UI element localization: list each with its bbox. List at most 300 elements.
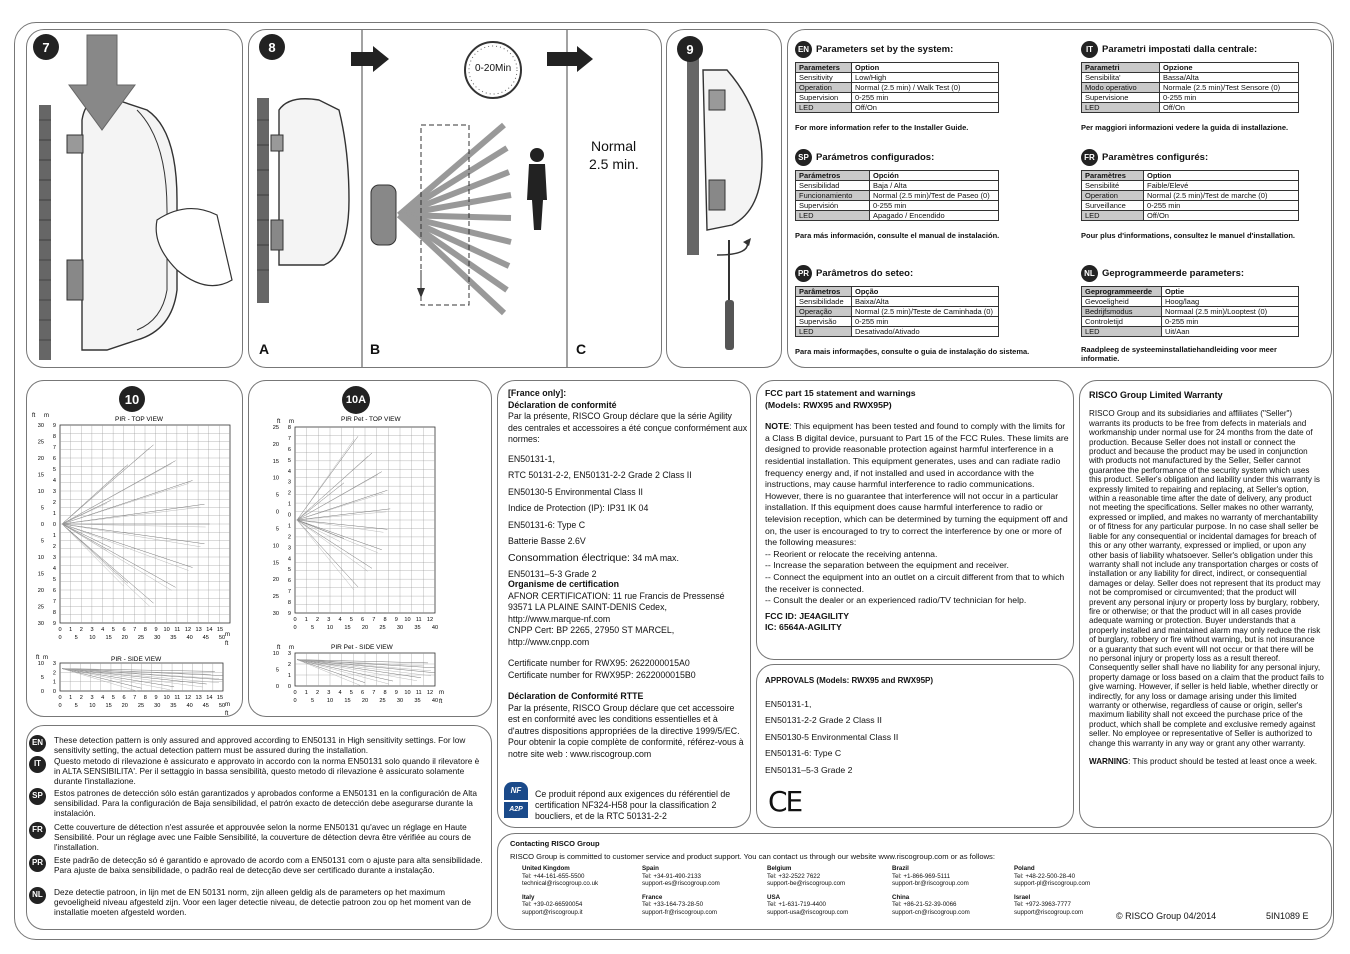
norm-item: EN50131-6: Type C [508, 519, 586, 530]
tick-label: 40 [186, 635, 193, 641]
tick-label: 12 [426, 617, 434, 623]
pattern-number-10a: 10A [342, 386, 370, 414]
m-label: m [289, 645, 294, 651]
approvals-title: APPROVALS (Models: RWX95 and RWX95P) [765, 676, 934, 685]
tick-label: 5 [349, 690, 353, 696]
params-fr [1081, 149, 1321, 240]
tick-label: 5 [310, 698, 315, 704]
tick-label: 10 [272, 651, 279, 657]
contact-entry: China Tel: +86-21-52-39-0066 support-cn@riscogroup.com [892, 893, 970, 916]
tick-label: 25 [137, 635, 145, 641]
lang-badge: IT [1081, 41, 1098, 58]
warranty-warning: WARNING: This product should be tested at least once a week. [1089, 757, 1317, 767]
tick-label: 15 [37, 571, 44, 578]
label-b: B [370, 341, 381, 357]
contact-entry: Italy Tel: +39-02-66590054 support@riscogroup.it [522, 893, 583, 916]
lang-badge: SP [795, 149, 812, 166]
tick-label: 5 [275, 526, 279, 533]
tick-label: 10 [37, 661, 44, 667]
tick-label: 6 [52, 456, 56, 462]
tick-label: 30 [154, 635, 161, 641]
tick-label: 8 [287, 425, 291, 431]
tick-label: 1 [69, 627, 73, 633]
tick-label: 0 [287, 512, 291, 519]
tick-label: 30 [37, 621, 44, 627]
tick-label: 2 [315, 617, 320, 623]
tick-label: 10 [272, 543, 279, 550]
tick-label: 7 [287, 589, 291, 596]
tick-label: 0 [275, 684, 279, 690]
tick-label: 12 [426, 690, 434, 696]
tick-label: 5 [40, 538, 44, 545]
tick-label: 6 [122, 627, 126, 633]
ft-label: ft [439, 699, 443, 705]
params-table: Paramètres Option Sensibilité Faible/Elevé Operation Normal (2.5 min)/Test de marche (0) Surveillance 0-255 min LED Off/On [1081, 170, 1299, 221]
tick-label: 11 [174, 695, 181, 701]
norm-item: Batterie Basse 2.6V [508, 536, 586, 546]
fcc-measure: -- Increase the separation between the equipment and receiver. [765, 560, 1009, 571]
norm-item: EN50131-1, [508, 453, 555, 464]
params-note: Pour plus d'informations, consultez le manuel d'installation. [1081, 231, 1296, 240]
tick-label: 5 [52, 577, 56, 583]
tick-label: 5 [40, 675, 44, 681]
tick-label: 30 [37, 423, 44, 429]
tick-label: 1 [52, 511, 56, 517]
tick-label: 5 [287, 567, 291, 574]
tick-label: 2 [79, 695, 83, 701]
contact-entry: Spain Tel: +34-91-490-2133 support-es@riscogroup.com [642, 865, 720, 888]
tick-label: 30 [272, 611, 279, 617]
m-label: m [439, 690, 444, 696]
ft-label: ft [36, 655, 40, 661]
contact-intro: RISCO Group is committed to customer service and product support. You can contact us through our website www.riscogroup.com or as follows: [510, 852, 995, 861]
normal-label-1: Normal [591, 138, 637, 154]
tick-label: 40 [431, 625, 439, 631]
consumption: Consommation électrique: 34 mA max. [508, 551, 679, 564]
ft-label: ft [225, 711, 229, 717]
tick-label: 10 [37, 489, 44, 495]
ce-mark: CE [768, 785, 802, 818]
tick-label: 8 [383, 617, 387, 623]
tick-label: 8 [52, 610, 56, 616]
tick-label: 1 [304, 617, 308, 623]
desc-nl: NL Deze detectie patroon, in lijn met de EN 50131 norm, zijn alleen geldig als de parameters op het maximum gevoeligheid niveau afgesteld zijn. Voor een lager detectie niveau, de detectie patroon zou op het moment van de installatie moeten afgesteld worden. [54, 887, 484, 918]
lang-badge: NL [1081, 265, 1098, 282]
cert-line: Certificate number for RWX95: 2622000015A0 [508, 658, 690, 668]
copyright: © RISCO Group 04/2014 [1116, 911, 1217, 921]
label-a: A [259, 341, 270, 357]
france-content [508, 388, 748, 760]
step-8-illustration [249, 30, 662, 368]
tick-label: 10 [89, 703, 96, 709]
tick-label: 7 [52, 599, 56, 605]
nf-text: Ce produit répond aux exigences du référentiel de certification NF324-H58 pour la classification 2 boucliers, et de la RTC 50131-2-2 [535, 789, 731, 821]
tick-label: 5 [310, 625, 315, 631]
tick-label: 3 [52, 661, 56, 667]
org-line: http://www.cnpp.com [508, 636, 590, 647]
tick-label: 0 [287, 684, 291, 690]
tick-label: 0 [293, 698, 297, 704]
tick-label: 20 [121, 703, 128, 709]
tick-label: 0 [40, 522, 44, 528]
desc-pr: PR Este padrão de detecção só é garantido e aprovado de acordo com a EN50131 com o ajuste para alta sensibilidade. Para ajuste de baixa sensibilidade, o padrão real de detecção deve ser certificado durante a instalação. [54, 855, 484, 875]
tick-label: 50 [218, 635, 226, 641]
tick-label: 25 [379, 698, 386, 704]
tick-label: 15 [216, 695, 224, 701]
approval-item: EN50131-1, [765, 698, 812, 709]
ic-id: IC: 6564A-AGILITY [765, 622, 842, 633]
tick-label: 6 [287, 446, 291, 453]
tick-label: 2 [315, 690, 320, 696]
fcc-measure: -- Reorient or relocate the receiving antenna. [765, 548, 938, 559]
tick-label: 25 [272, 594, 279, 601]
tick-label: 50 [218, 703, 226, 709]
approval-item: EN50131–5-3 Grade 2 [765, 764, 853, 775]
tick-label: 11 [415, 617, 422, 623]
lang-badge: SP [29, 788, 46, 805]
tick-label: 0 [293, 690, 297, 696]
pattern-10-side-title: PIR - SIDE VIEW [111, 656, 162, 663]
tick-label: 5 [287, 457, 291, 464]
tick-label: 1 [52, 679, 56, 686]
tick-label: 15 [344, 698, 351, 704]
tick-label: 0 [58, 635, 62, 641]
m-label: m [44, 413, 49, 419]
tick-label: 5 [275, 667, 279, 674]
tick-label: 1 [69, 695, 73, 701]
tick-label: 0 [293, 617, 297, 623]
tick-label: 20 [272, 577, 279, 584]
tick-label: 3 [52, 489, 56, 495]
tick-label: 0 [52, 522, 56, 528]
lang-badge: PR [795, 265, 812, 282]
tick-label: 3 [90, 627, 94, 633]
lang-badge: EN [795, 41, 812, 58]
rtte-title: Déclaration de Conformité RTTE [508, 691, 644, 701]
tick-label: 9 [52, 621, 56, 627]
approval-item: EN50130-5 Environmental Class II [765, 731, 899, 742]
tick-label: 1 [52, 533, 56, 539]
tick-label: 3 [287, 479, 291, 486]
pattern-10a-side-grid [273, 651, 438, 704]
params-title: Parameters set by the system: [816, 44, 954, 55]
params-table: Geprogrammeerde Optie Gevoeligheid Hoog/laag Bedrijfsmodus Normaal (2.5 min)/Looptest (0) Controletijd 0-255 min LED Uit/Aan [1081, 286, 1299, 337]
tick-label: 10 [326, 625, 334, 631]
tick-label: 10 [404, 617, 411, 623]
tick-label: 20 [37, 588, 44, 594]
m-label: m [43, 655, 48, 661]
step-7-panel [26, 29, 243, 368]
tick-label: 7 [52, 445, 56, 451]
tick-label: 10 [89, 635, 96, 641]
tick-label: 15 [272, 458, 279, 465]
params-table: Parametri Opzione Sensibilita' Bassa/Alta Modo operativo Normale (2.5 min)/Test Sensore (0) Supervisione 0-255 min LED Off/On [1081, 62, 1299, 113]
tick-label: 3 [327, 617, 331, 623]
tick-label: 20 [37, 456, 44, 462]
step-number-7: 7 [33, 34, 59, 60]
tick-label: 10 [272, 475, 279, 482]
ft-label: ft [277, 419, 281, 425]
tick-label: 5 [40, 505, 44, 512]
approvals-content [765, 675, 1065, 776]
ft-label: ft [32, 413, 36, 419]
contact-entry: France Tel: +33-164-73-28-50 support-fr@riscogroup.com [642, 893, 718, 916]
org-line: http://www.marque-nf.com [508, 613, 611, 624]
params-title: Parâmetros do seteo: [816, 268, 914, 279]
tick-label: 2 [287, 490, 291, 497]
document-number: 5IN1089 E [1266, 911, 1309, 921]
tick-label: 40 [431, 698, 439, 704]
pattern-10-side-grid [38, 661, 225, 709]
norm-item: Indice de Protection (IP): IP31 IK 04 [508, 503, 649, 513]
tick-label: 6 [360, 617, 365, 623]
contact-entry: Brazil Tel: +1-866-969-5111 support-br@riscogroup.com [892, 865, 969, 888]
pattern-10-top-title: PIR - TOP VIEW [115, 416, 164, 423]
tick-label: 8 [143, 627, 147, 633]
tick-label: 9 [52, 423, 56, 429]
contact-entry: Poland Tel: +48-22-500-28-40 support-pl@riscogroup.com [1014, 865, 1091, 888]
contact-title: Contacting RISCO Group [510, 839, 600, 848]
tick-label: 11 [415, 690, 422, 696]
tick-label: 9 [394, 617, 398, 623]
params-table: Parameters Option Sensitivity Low/High Operation Normal (2.5 min) / Walk Test (0) Supervision 0-255 min LED Off/On [795, 62, 999, 113]
tick-label: 1 [287, 673, 291, 679]
tick-label: 9 [287, 611, 291, 617]
normal-label-2: 2.5 min. [589, 156, 639, 172]
step-number-9: 9 [677, 36, 703, 62]
params-table: Parámetros Opción Sensibilidad Baja / Alta Funcionamiento Normal (2.5 min)/Test de Paseo (0) Supervisión 0-255 min LED Apagado / Encendido [795, 170, 999, 221]
tick-label: 4 [287, 468, 291, 475]
step-7-illustration [27, 30, 243, 368]
params-note: For more information refer to the Installer Guide. [795, 123, 969, 132]
tick-label: 45 [202, 635, 209, 641]
org-line: 93571 LA PLAINE SAINT-DENIS Cedex, [508, 602, 667, 612]
france-declaration-title: Déclaration de conformité [508, 399, 617, 410]
tick-label: 35 [414, 698, 421, 704]
org-line: CNPP Cert: BP 2265, 27950 ST MARCEL, [508, 625, 675, 635]
tick-label: 7 [372, 617, 376, 623]
desc-fr: FR Cette couverture de détection n'est assurée et approuvée selon la norme EN50131 qu'avec un réglage en Haute Sensibilité. Pour un réglage avec une Faible Sensibilité, la couverture de détection devra être vérifiée au cours de l'installation. [54, 822, 484, 853]
tick-label: 0 [275, 509, 279, 516]
tick-label: 10 [163, 695, 170, 701]
tick-label: 11 [174, 627, 181, 633]
lang-badge: IT [29, 756, 46, 773]
tick-label: 4 [101, 627, 105, 633]
norm-item: EN50130-5 Environmental Class II [508, 486, 643, 497]
tick-label: 7 [133, 695, 137, 701]
tick-label: 0 [40, 689, 44, 695]
tick-label: 35 [170, 703, 177, 709]
tick-label: 10 [37, 555, 44, 561]
pattern-10a-top-grid [273, 425, 438, 631]
tick-label: 1 [304, 690, 308, 696]
tick-label: 2 [287, 534, 291, 541]
tick-label: 5 [74, 635, 78, 641]
tick-label: 15 [105, 703, 112, 709]
params-title: Parámetros configurados: [816, 152, 935, 163]
tick-label: 0 [293, 625, 297, 631]
tick-label: 45 [202, 703, 209, 709]
france-intro: Par la présente, RISCO Group déclare que la série Agility des centrales et accessoires a été conçue conformément aux normes: [508, 411, 748, 444]
fcc-title: FCC part 15 statement and warnings [765, 388, 916, 398]
tick-label: 6 [287, 578, 291, 585]
warranty-title: RISCO Group Limited Warranty [1089, 390, 1223, 400]
tick-label: 12 [184, 627, 192, 633]
m-label: m [225, 702, 230, 708]
tick-label: 2 [52, 500, 56, 506]
contact-entry: USA Tel: +1-631-719-4400 support-usa@riscogroup.com [767, 893, 849, 916]
tick-label: 15 [344, 625, 351, 631]
warranty-body: RISCO Group and its subsidiaries and affiliates ("Seller") warrants its products to be free from defects in materials and workmanship under normal use for 24 months from the date of production. Because Seller does not install or connect the product and because the product may be used in conjunction with products not manufactured by the Seller, Seller cannot guarantee the performance of the security system which uses this product. Seller's obligation and liability under this warranty is expressly limited to repairing and replacing, at Seller's option, within a reasonable time after the date of delivery, any product not meeting the specifications. Seller makes no other warranty, expressed or implied, and makes no warranty of merchantability or of fitness for any particular purpose. In no case shall seller be liable for any consequential or incidental damages for breach of this or any other warranty, expressed or implied, or upon any other basis of liability whatsoever. Seller's obligation under this warranty shall not include any transportation charges or costs of installation or any liability for direct, indirect, or consequential damages or delay. Seller does not represent that its product may not be compromised or circumvented; that the product will prevent any personal injury or property loss by burglary, robbery, fire or otherwise; or that the product will in all cases provide adequate warning or protection. Buyer understands that a properly installed and maintained alarm may only reduce the risk of burglary, robbery or fire without warning, but is not insurance or a guaranty that such event will not occur or that there will be no personal injury or property loss as a result thereof. Consequently seller shall have no liability for any personal injury, property damage or loss based on a claim that the product fails to give warning. However, if seller is held liable, whether directly or indirectly, for any loss or damage arising under this limited warranty or otherwise, regardless of cause or origin, seller's maximum liability shall not exceed the purchase price of the product, which shall be complete and exclusive remedy against seller. No employee or representative of Seller is authorized to change this warranty in any way or grant any other warranty. [1089, 409, 1324, 748]
params-title: Geprogrammeerde parameters: [1102, 268, 1245, 279]
tick-label: 20 [361, 698, 369, 704]
contact-entry: United Kingdom Tel: +44-161-655-5500 technical@riscogroup.co.uk [522, 865, 599, 888]
tick-label: 5 [111, 627, 115, 633]
desc-en: EN These detection pattern is only assured and approved according to EN50131 in High sensitivity settings. For low sensitivity setting, the actual detection pattern must be assured during the installation. [54, 735, 484, 755]
tick-label: 4 [52, 566, 56, 572]
tick-label: 30 [396, 625, 404, 631]
norm-item: EN50131–5-3 Grade 2 [508, 569, 597, 579]
params-sp [795, 149, 1035, 240]
params-table: Parâmetros Opção Sensibilidade Baixa/Alta Operação Normal (2.5 min)/Teste de Caminhada (0) Supervisão 0-255 min LED Desativado/Ativado [795, 286, 999, 337]
tick-label: 25 [272, 425, 279, 431]
tick-label: 25 [137, 703, 145, 709]
label-c: C [576, 341, 587, 357]
ft-label: ft [277, 645, 281, 651]
tick-label: 6 [122, 695, 126, 701]
tick-label: 10 [163, 627, 170, 633]
tick-label: 20 [272, 441, 279, 448]
tick-label: 4 [101, 695, 105, 701]
tick-label: 35 [414, 625, 421, 631]
tick-label: 15 [105, 635, 112, 641]
tick-label: 6 [360, 690, 365, 696]
tick-label: 4 [338, 617, 342, 623]
tick-label: 30 [154, 703, 161, 709]
step-9-panel [666, 29, 782, 368]
fcc-subtitle: (Models: RWX95 and RWX95P) [765, 399, 892, 410]
step-number-8: 8 [259, 34, 285, 60]
tick-label: 35 [170, 635, 177, 641]
tick-label: 13 [195, 627, 202, 633]
pattern-number-10: 10 [119, 386, 145, 412]
tick-label: 0 [52, 689, 56, 695]
pattern-10-charts [27, 381, 243, 717]
fcc-content [765, 388, 1071, 634]
pattern-10-panel [26, 380, 243, 717]
lang-badge: NL [29, 887, 46, 904]
tick-label: 15 [37, 472, 44, 479]
contact-grid [522, 865, 1134, 917]
tick-label: 15 [216, 627, 224, 633]
tick-label: 3 [327, 690, 331, 696]
tick-label: 3 [52, 555, 56, 561]
pattern-10-top-grid [38, 423, 230, 641]
tick-label: 0 [58, 627, 62, 633]
tick-label: 2 [287, 662, 291, 668]
params-note: Para más información, consulte el manual de instalación. [795, 231, 1000, 240]
tick-label: 4 [338, 690, 342, 696]
params-it [1081, 41, 1321, 132]
contact-entry: Belgium Tel: +32-2522 7622 support-be@riscogroup.com [767, 865, 846, 888]
tick-label: 40 [186, 703, 193, 709]
tick-label: 13 [195, 695, 202, 701]
tick-label: 30 [396, 698, 404, 704]
france-only-label: [France only]: [508, 388, 567, 398]
tick-label: 14 [206, 695, 213, 701]
m-label: m [225, 632, 230, 638]
tick-label: 4 [52, 478, 56, 484]
params-title: Paramètres configurés: [1102, 152, 1209, 163]
tick-label: 0 [58, 695, 62, 701]
tick-label: 20 [121, 635, 128, 641]
pattern-10a-top-title: PIR Pet - TOP VIEW [341, 416, 401, 423]
params-pr [795, 265, 1075, 356]
tick-label: 1 [287, 523, 291, 530]
nf-logo: NF A2P [504, 782, 528, 818]
tick-label: 7 [287, 435, 291, 442]
tick-label: 8 [383, 690, 387, 696]
tick-label: 9 [394, 690, 398, 696]
fcc-body: NOTE: This equipment has been tested and found to comply with the limits for a Class B digital device, pursuant to Part 15 of the FCC Rules. These limits are designed to provide reasonable protection against harmful interference in a residential installation. This equipment generates, uses and can radiate radio frequency energy and, if not installed and used in accordance with the instructions, may cause harmful interference to radio communications. However, there is no guarantee that interference will not occur in a particular installation. If this equipment does cause harmful interference to radio or television reception, which can be determined by turning the equipment off and on, the user is encouraged to try to correct the interference by one or more of the following measures: [765, 421, 1069, 548]
pattern-10a-panel [248, 380, 492, 717]
lang-badge: FR [29, 822, 46, 839]
tick-label: 8 [287, 600, 291, 607]
tick-label: 5 [111, 695, 115, 701]
lang-badge: EN [29, 735, 46, 752]
tick-label: 8 [143, 695, 147, 701]
tick-label: 2 [52, 670, 56, 677]
tick-label: 1 [287, 501, 291, 508]
tick-label: 3 [287, 545, 291, 552]
ft-label: ft [225, 641, 229, 647]
tick-label: 25 [379, 625, 386, 631]
tick-label: 25 [37, 604, 44, 611]
org-title: Organisme de certification [508, 579, 619, 589]
tick-label: 15 [272, 560, 279, 567]
contact-entry: Israel Tel: +972-3963-7777 support@riscogroup.com [1014, 893, 1084, 916]
tick-label: 5 [52, 467, 56, 473]
fcc-id: FCC ID: JE4AGILITY [765, 610, 849, 621]
params-en [795, 41, 1035, 132]
pattern-10a-charts [249, 381, 492, 717]
step-8-panel [248, 29, 662, 368]
lang-badge: FR [1081, 149, 1098, 166]
step-9-illustration [667, 30, 782, 368]
tick-label: 12 [184, 695, 192, 701]
tick-label: 20 [361, 625, 369, 631]
timer-label: 0-20Min [475, 63, 512, 74]
tick-label: 6 [52, 588, 56, 594]
tick-label: 14 [206, 627, 213, 633]
tick-label: 8 [52, 434, 56, 440]
tick-label: 9 [154, 695, 158, 701]
params-note: Para mais informações, consulte o guia de instalação do sistema. [795, 347, 1030, 356]
m-label: m [289, 419, 294, 425]
tick-label: 2 [79, 627, 83, 633]
approval-item: EN50131-2-2 Grade 2 Class II [765, 715, 882, 725]
rtte-text: Par la présente, RISCO Group déclare que cet accessoire est en conformité avec les conditions essentielles et à d'autres dispositions appropriées de la directive 1999/5/EC. Pour obtenir la copie complète de conformité, référez-vous à notre site web : www.riscogroup.com [508, 702, 744, 759]
warranty-content [1089, 391, 1324, 766]
fcc-measure: -- Connect the equipment into an outlet on a circuit different from that to which the receiver is connected. [765, 571, 1065, 594]
tick-label: 3 [90, 695, 94, 701]
tick-label: 25 [37, 439, 44, 446]
tick-label: 0 [58, 703, 62, 709]
tick-label: 10 [404, 690, 411, 696]
tick-label: 2 [52, 544, 56, 550]
cert-line: Certificate number for RWX95P: 2622000015B0 [508, 669, 696, 680]
desc-it: IT Questo metodo di rilevazione è assicurato e approvato in accordo con la norma EN50131 solo quando il rilevatore è in ALTA SENSIBILITA'. Per il settaggio in bassa sensibilità, questo metodo di rilevazione è assicurato solamente durante l'installazione. [54, 756, 484, 787]
